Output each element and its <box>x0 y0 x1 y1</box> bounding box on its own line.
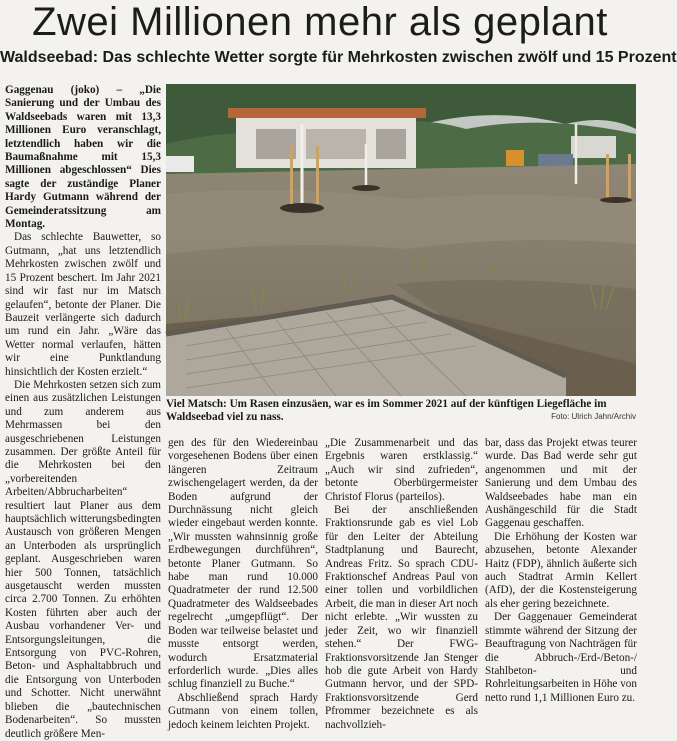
column-3 <box>325 437 478 732</box>
column-1 <box>5 84 161 741</box>
body-paragraph: Das schlechte Bauwetter, so Gutmann, „hat uns letztendlich Mehrkosten zwischen zwölf und 15 Prozent beschert. Im Jahr 2021 sind wir fast nur im Matsch gelaufen“, betonte der Planer. Die Bauzeit verlängerte sich dadurch um rund ein Jahr. „Wäre das Wetter normal verlaufen, hätten wir eine Punktlandung hinsichtlich der Kosten erzielt.“ <box>5 231 161 378</box>
body-paragraph: Abschließend sprach Hardy Gutmann von einem tollen, jedoch keinem leichten Projekt. <box>168 691 318 731</box>
body-paragraph: gen des für den Wiedereinbau vorgesehenen Bodens über einen längeren Zeitraum zwischengelagert werden, da der Boden aufgrund der Durchnässung nicht gleich wieder eingebaut werden konnte. „Wir mussten wahnsinnig große Erdbewegungen durchführen“, betonte Planer Gutmann. So habe man rund 10.000 Quadratmeter der rund 12.500 Quadratmeter des Waldseebades regelrecht „umgepflügt“. Der Boden war teilweise belastet und musste entsorgt werden, wodurch Ersatzmaterial erforderlich wurde. „Dies alles schlug finanziell zu Buche.“ <box>168 437 318 691</box>
construction-photo <box>166 84 636 396</box>
body-paragraph: „Die Zusammenarbeit und das Ergebnis waren erstklassig.“ „Auch wir sind zufrieden“, betonte Oberbürgermeister Christof Florus (parteilos). <box>325 437 478 503</box>
body-paragraph: Bei der anschließenden Fraktionsrunde gab es viel Lob für den Leiter der Abteilung Stadtplanung und Baurecht, Andreas Fritz. So sprach CDU-Fraktionschef Andreas Paul von einer tollen und vorbildlichen Arbeit, die man in dieser Art noch nicht erlebte. „Wir wussten zu jeder Zeit, wo wir finanziell stehen.“ Der FWG-Fraktionsvorsitzende Jan Stenger hob die gute Arbeit von Hardy Gutmann hervor, und der SPD-Fraktionsvorsitzende Gerd Pfrommer bezeichnete es als nachvollzieh- <box>325 504 478 731</box>
body-paragraph: bar, dass das Projekt etwas teurer wurde. Das Bad werde sehr gut angenommen und mit der Sanierung und dem Umbau des Waldseebades habe man ein Aushängeschild für die Stadt Gaggenau geschaffen. <box>485 437 637 530</box>
body-paragraph: Die Mehrkosten setzen sich zum einen aus zusätzlichen Leistungen und zum anderem aus Mehrmassen bei den ausgeschriebenen Leistungen zusammen. Der größte Anteil für die Mehrkosten bei den „vorbereitenden Arbeiten/Abbrucharbeiten“ resultiert laut Planer aus dem hauptsächlich witterungsbedingten Austausch von größeren Mengen an Unterboden als ursprünglich geplant. Ausgeschrieben waren hier 500 Tonnen, tatsächlich ausgetauscht werden mussten circa 2.700 Tonnen. Zu erhöhten Kosten führten aber auch der Ausbau vorhandener Ver- und Entsorgungsleitungen, die Entsorgung von PVC-Rohren, Beton- und Asphaltabbruch und die Entsorgung von Unterboden und Schotter. Nicht unerwähnt blieben die „bautechnischen Bodenarbeiten“. So mussten deutlich größere Men- <box>5 378 161 740</box>
body-paragraph: Die Erhöhung der Kosten war abzusehen, betonte Alexander Haitz (FDP), ähnlich äußerte sich auch Stadtrat Armin Kellert (AfD), der die Kostensteigerung als eher gering bezeichnete. <box>485 530 637 610</box>
headline: Zwei Millionen mehr als geplant <box>32 0 608 44</box>
column-2 <box>168 437 318 732</box>
photo-illustration <box>166 84 636 396</box>
photo-caption: Viel Matsch: Um Rasen einzusäen, war es im Sommer 2021 auf der künftigen Liegefläche im Waldseebad viel zu nass. <box>166 398 607 423</box>
column-4 <box>485 437 637 705</box>
subheadline: Waldseebad: Das schlechte Wetter sorgte für Mehrkosten zwischen zwölf und 15 Prozent <box>0 49 677 66</box>
body-paragraph: Der Gaggenauer Gemeinderat stimmte während der Sitzung der Beauftragung von Nachträgen für die Abbruch-/Erd-/Beton-/ Stahlbeton- und Rohrleitungsarbeiten in Höhe von netto rund 1,1 Millionen Euro zu. <box>485 611 637 704</box>
photo-credit: Foto: Ulrich Jahn/Archiv <box>551 412 636 421</box>
lead-paragraph: Gaggenau (joko) – „Die Sanierung und der Umbau des Waldseebads waren mit 13,3 Millionen Euro veranschlagt, letztendlich haben wir die Baumaßnahme mit 15,3 Millionen abgeschlossen“ Dies sagte der zuständige Planer Hardy Gutmann während der Gemeinderatssitzung am Montag. <box>5 84 161 231</box>
